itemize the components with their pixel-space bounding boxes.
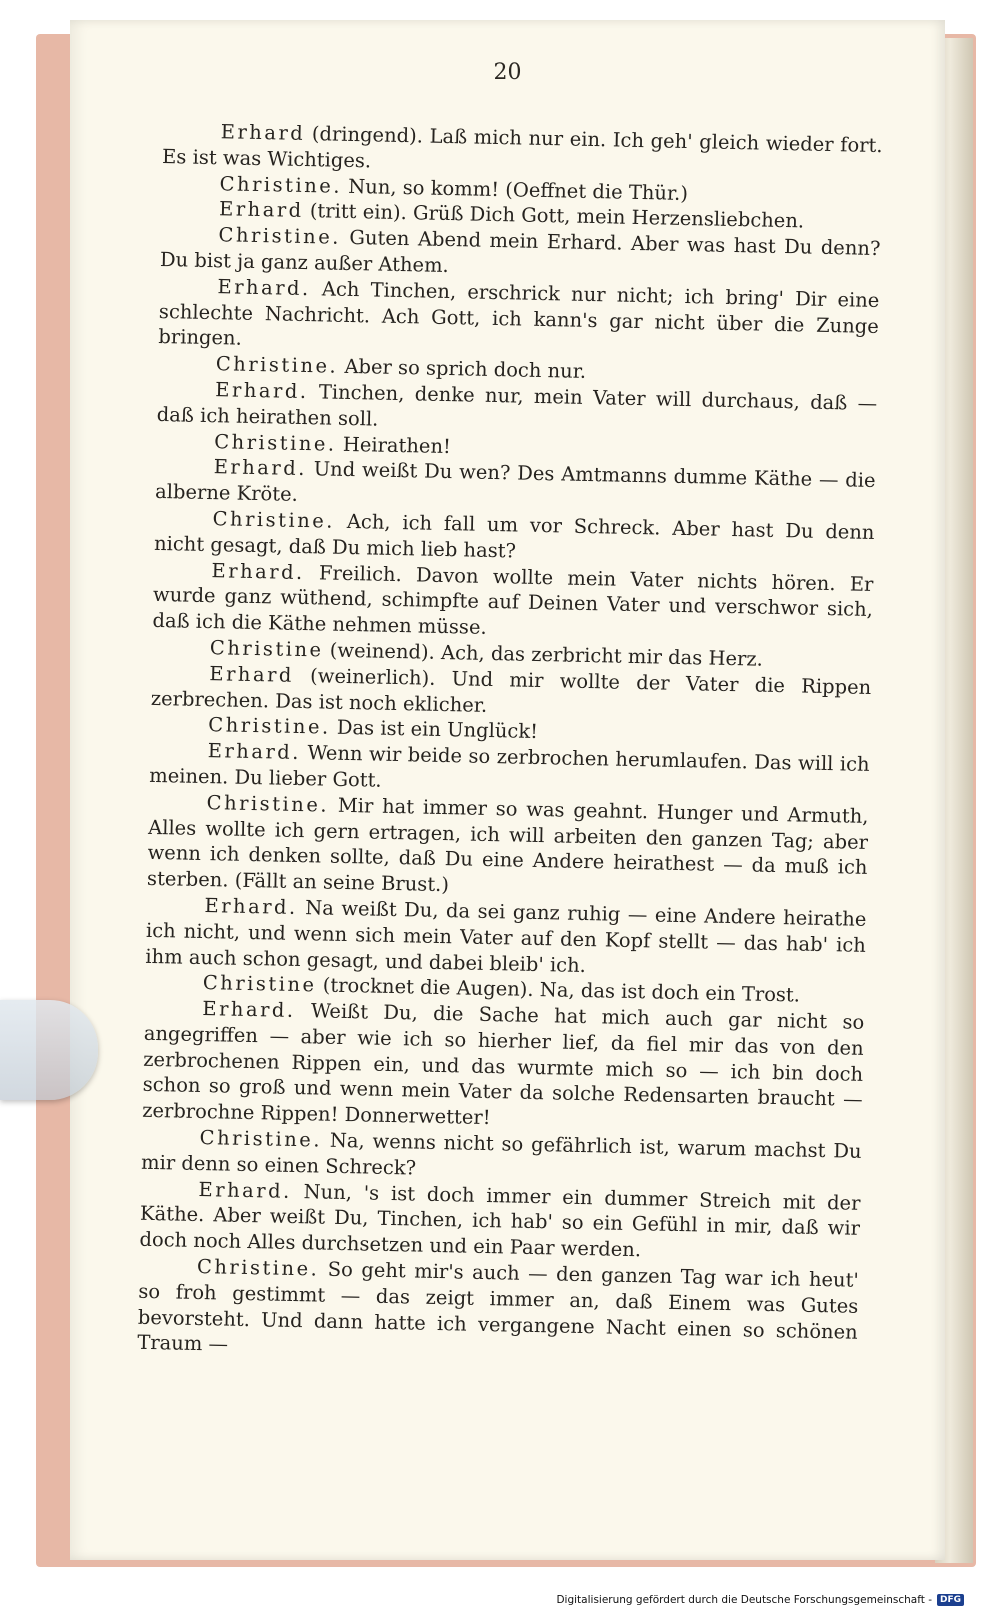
speaker-name: Erhard bbox=[220, 120, 306, 145]
dialogue-text: (weinerlich). Und mir wollte der Vater die Rippen zerbrechen. Das ist noch eklicher. bbox=[150, 663, 872, 717]
dialogue-text: Wenn wir beide so zerbrochen herumlaufen. Das will ich meinen. Du lieber Gott. bbox=[148, 741, 870, 792]
speaker-name: Erhard. bbox=[211, 558, 306, 584]
page-clip bbox=[0, 1000, 98, 1100]
speaker-name: Christine bbox=[209, 636, 324, 662]
dialogue-text: Weißt Du, die Sache hat mich auch gar nicht so angegriffen — aber wie ich so hierher lief, da fiel mir das von den zerbrochenen Rippen ein, und das wurmte mich so — ich bin doch schon so groß und wenn mein Vater da solche Redensarten braucht — zerbrochne Rippen! Donnerwetter! bbox=[141, 999, 865, 1130]
speaker-name: Christine. bbox=[208, 713, 331, 739]
dialogue-paragraph bbox=[139, 1175, 860, 1267]
dialogue-paragraph bbox=[158, 273, 879, 365]
speaker-name: Erhard. bbox=[213, 455, 308, 481]
speaker-name: Christine. bbox=[219, 171, 343, 198]
dialogue-text: Nun, so komm! (Oeffnet die Thür.) bbox=[341, 174, 689, 205]
dialogue-text: Und weißt Du wen? Des Amtmanns dumme Käthe — die alberne Kröte. bbox=[154, 457, 876, 507]
dfg-logo: DFG bbox=[937, 1594, 964, 1606]
dialogue-text: Na weißt Du, da sei ganz ruhig — eine Andere heirathe ich nicht, und wenn sich mein Vater auf den Kopf stellt — das hab' ich ihm auch schon gesagt, und dabei bleib' ich. bbox=[145, 895, 867, 977]
speaker-name: Christine. bbox=[218, 223, 342, 249]
dialogue-paragraph bbox=[137, 1253, 859, 1371]
speaker-name: Erhard. bbox=[202, 997, 296, 1023]
book-page bbox=[70, 20, 945, 1560]
footer-credit bbox=[556, 1594, 964, 1606]
speaker-name: Christine. bbox=[199, 1126, 323, 1152]
dialogue-text: Aber so sprich doch nur. bbox=[338, 354, 587, 384]
speaker-name: Erhard. bbox=[204, 893, 298, 919]
dialogue-text: (tritt ein). Grüß Dich Gott, mein Herzensliebchen. bbox=[303, 199, 805, 233]
speaker-name: Erhard bbox=[218, 197, 304, 223]
dialogue-paragraph bbox=[147, 789, 869, 907]
dialogue-paragraph bbox=[152, 556, 873, 648]
dialogue-text: (weinend). Ach, das zerbricht mir das Herz. bbox=[323, 638, 764, 671]
dialogue-text: Heirathen! bbox=[336, 432, 452, 458]
speaker-name: Erhard. bbox=[215, 378, 309, 404]
dialogue-text: Na, wenns nicht so gefährlich ist, warum machst Du mir denn so einen Schreck? bbox=[140, 1128, 862, 1180]
speaker-name: Erhard bbox=[209, 661, 295, 687]
dialogue-text: So geht mir's auch — den ganzen Tag war ich heut' so froh gestimmt — das zeigt immer an, daß Einem was Gutes bevorsteht. Und dann hatte ich vergangene Nacht einen so schönen Traum — bbox=[137, 1257, 860, 1357]
dialogue-text: Mir hat immer so was geahnt. Hunger und Armuth, Alles wollte ich gern ertragen, ich will arbeiten den ganzen Tag; aber wenn ich denken sollte, daß Du eine Andere heirathest — da muß ich sterben. (Fällt an seine Brust.) bbox=[146, 793, 869, 897]
dialogue-text: Freilich. Davon wollte mein Vater nichts hören. Er wurde ganz wüthend, schimpfte auf Deinen Vater und verschwor sich, daß ich die Käthe nehmen müsse. bbox=[152, 560, 874, 640]
speaker-name: Erhard. bbox=[207, 739, 302, 765]
dialogue-paragraph bbox=[145, 892, 866, 984]
speaker-name: Erhard. bbox=[217, 274, 311, 300]
dialogue-text: Ach Tinchen, erschrick nur nicht; ich bring' Dir eine schlechte Nachricht. Ach Gott, ich kann's gar nicht über die Zunge bringen. bbox=[158, 276, 880, 351]
dialogue-text: Guten Abend mein Erhard. Aber was hast Du denn? Du bist ja ganz außer Athem. bbox=[159, 225, 881, 277]
dialogue-text: (dringend). Laß mich nur ein. Ich geh' gleich wieder fort. Es ist was Wichtiges. bbox=[161, 121, 883, 173]
dialogue-text: (trocknet die Augen). Na, das ist doch ein Trost. bbox=[316, 973, 801, 1007]
dialogue-paragraph bbox=[142, 995, 865, 1139]
speaker-name: Christine. bbox=[215, 352, 339, 378]
dialogue-text: Tinchen, denke nur, mein Vater will durchaus, daß — daß ich heirathen soll. bbox=[156, 380, 878, 431]
speaker-name: Christine. bbox=[206, 790, 330, 817]
page-number: 20 bbox=[493, 60, 522, 85]
dialogue-text: Das ist ein Unglück! bbox=[330, 715, 539, 744]
text-block bbox=[137, 118, 883, 1371]
footer-text: Digitalisierung gefördert durch die Deutsche Forschungsgemeinschaft - bbox=[556, 1594, 932, 1606]
dialogue-text: Ach, ich fall um vor Schreck. Aber hast Du denn nicht gesagt, daß Du mich lieb hast? bbox=[153, 509, 875, 563]
speaker-name: Christine. bbox=[212, 507, 336, 533]
dialogue-text: Nun, 's ist doch immer ein dummer Streich mit der Käthe. Aber weißt Du, Tinchen, ich hab' so ein Gefühl in mir, daß wir doch noch Alles durchsetzen und ein Paar werden. bbox=[139, 1179, 861, 1262]
speaker-name: Christine. bbox=[196, 1255, 320, 1281]
speaker-name: Erhard. bbox=[198, 1177, 293, 1203]
speaker-name: Christine. bbox=[214, 429, 337, 456]
speaker-name: Christine bbox=[202, 971, 317, 997]
